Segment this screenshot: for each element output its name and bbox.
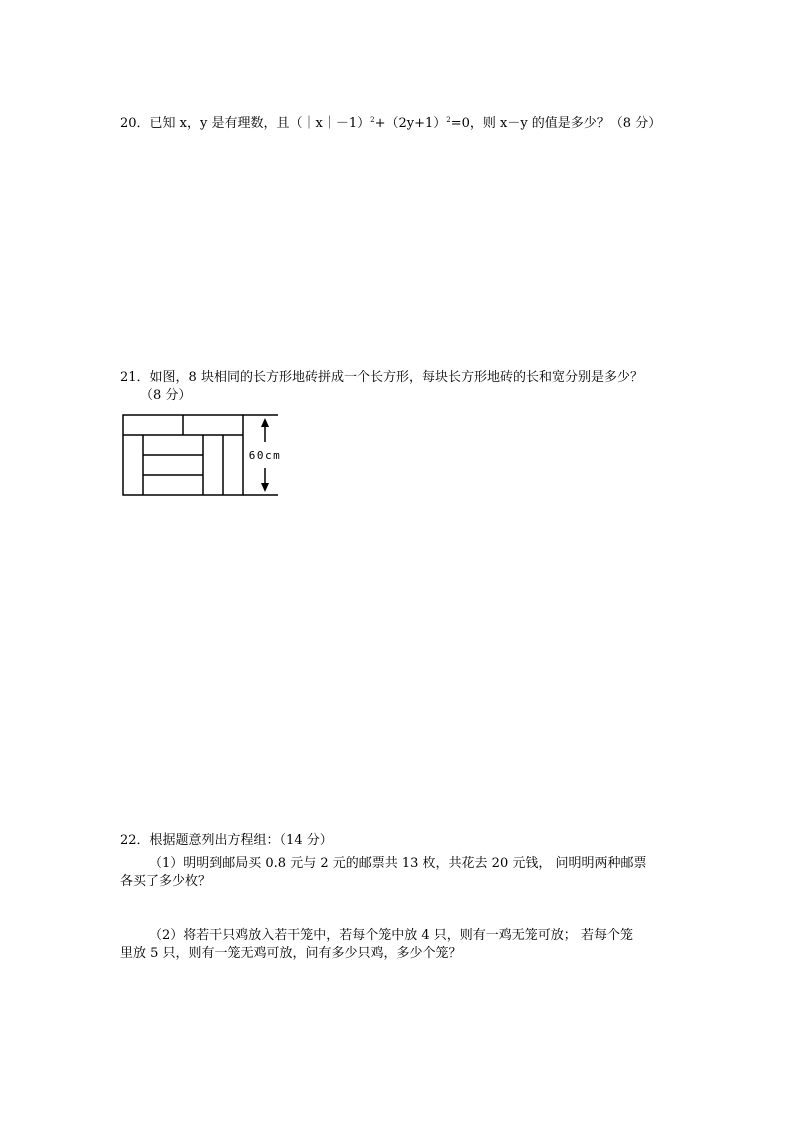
question-21-line-2: （8 分） [140, 388, 192, 403]
q20-text-middle: +（2y+1） [374, 116, 447, 131]
q20-text-suffix: =0，则 x－y 的值是多少？（8 分） [450, 116, 662, 131]
arrow-down-icon [261, 483, 269, 492]
question-21-line-1: 21．如图，8 块相同的长方形地砖拼成一个长方形，每块长方形地砖的长和宽分别是多少？ [120, 370, 643, 385]
question-22-part-2-line-2: 里放 5 只，则有一笼无鸡可放，问有多少只鸡，多少个笼？ [120, 946, 462, 961]
question-22-part-1-line-2: 各买了多少枚？ [120, 874, 212, 889]
tile-figure [120, 412, 290, 502]
q20-text-prefix: 20．已知 x，y 是有理数，且（｜x｜－1） [120, 116, 371, 131]
question-22-title: 22．根据题意列出方程组：（14 分） [120, 833, 333, 848]
question-22-part-2-line-1: （2）将若干只鸡放入若干笼中，若每个笼中放 4 只，则有一鸡无笼可放； 若每个笼 [149, 928, 633, 943]
question-20 [120, 115, 661, 133]
figure-dimension-label: 60cm [248, 449, 282, 462]
q20-exponent-2: 2 [446, 116, 451, 124]
q20-exponent-1: 2 [370, 116, 375, 124]
arrow-up-icon [261, 418, 269, 427]
question-22-part-1-line-1: （1）明明到邮局买 0.8 元与 2 元的邮票共 13 枚，共花去 20 元钱， 问明明两种邮票 [149, 856, 647, 871]
